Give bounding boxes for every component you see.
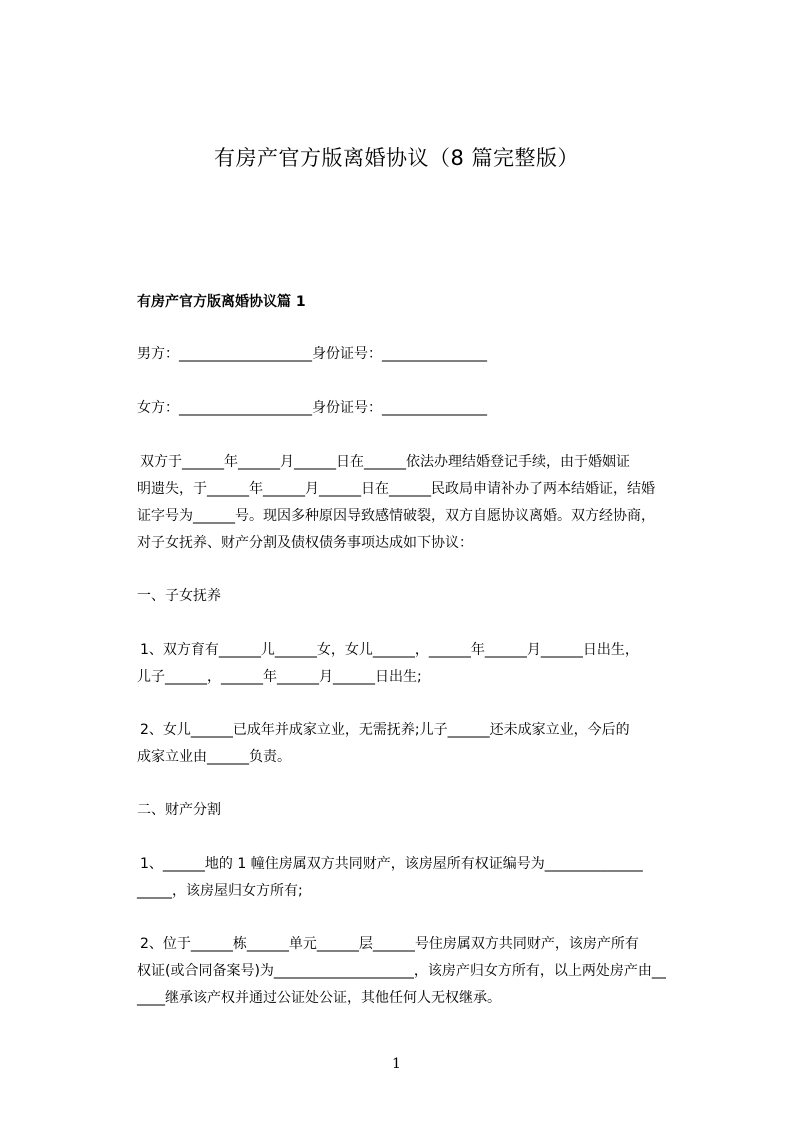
paragraph-line: 成家立业由______负责。 [137, 749, 291, 765]
document-title: 有房产官方版离婚协议（8 篇完整版） [213, 146, 580, 170]
paragraph-line: 1、双方育有______儿______女，女儿______，______年______月______日出生， [140, 642, 639, 658]
paragraph-line: 明遗失，于______年______月______日在______民政局申请补办了两本结婚证，结婚 [137, 481, 655, 497]
paragraph-line: 1、______地的 1 幢住房属双方共同财产，该房屋所有权证编号为______________ [140, 856, 643, 872]
paragraph-line: 儿子______，______年______月______日出生; [137, 669, 422, 685]
page-number: 1 [392, 1056, 401, 1072]
paragraph-line: 双方于______年______月______日在______依法办理结婚登记手续，由于婚姻证 [140, 454, 630, 470]
female-party-line: 女方：___________________身份证号：_______________ [137, 400, 487, 416]
subsection-heading-child-custody: 一、子女抚养 [137, 588, 221, 604]
paragraph-line: 权证(或合同备案号)为____________________，该房产归女方所有，以上两处房产由__ [137, 963, 666, 979]
paragraph-line: 2、位于______栋______单元______层______号住房属双方共同财产，该房产所有 [140, 936, 639, 952]
paragraph-line: ____继承该产权并通过公证处公证，其他任何人无权继承。 [137, 990, 501, 1006]
paragraph-line: 2、女儿______已成年并成家立业，无需抚养;儿子______还未成家立业，今后的 [140, 722, 630, 738]
paragraph-line: 对子女抚养、财产分割及债权债务事项达成如下协议： [137, 535, 473, 551]
male-party-line: 男方：___________________身份证号：_______________ [137, 346, 487, 362]
paragraph-line: _____，该房屋归女方所有; [137, 883, 303, 899]
subsection-heading-property-division: 二、财产分割 [137, 802, 221, 818]
section-heading: 有房产官方版离婚协议篇 1 [137, 294, 306, 310]
paragraph-line: 证字号为______号。现因多种原因导致感情破裂，双方自愿协议离婚。双方经协商， [137, 508, 655, 524]
